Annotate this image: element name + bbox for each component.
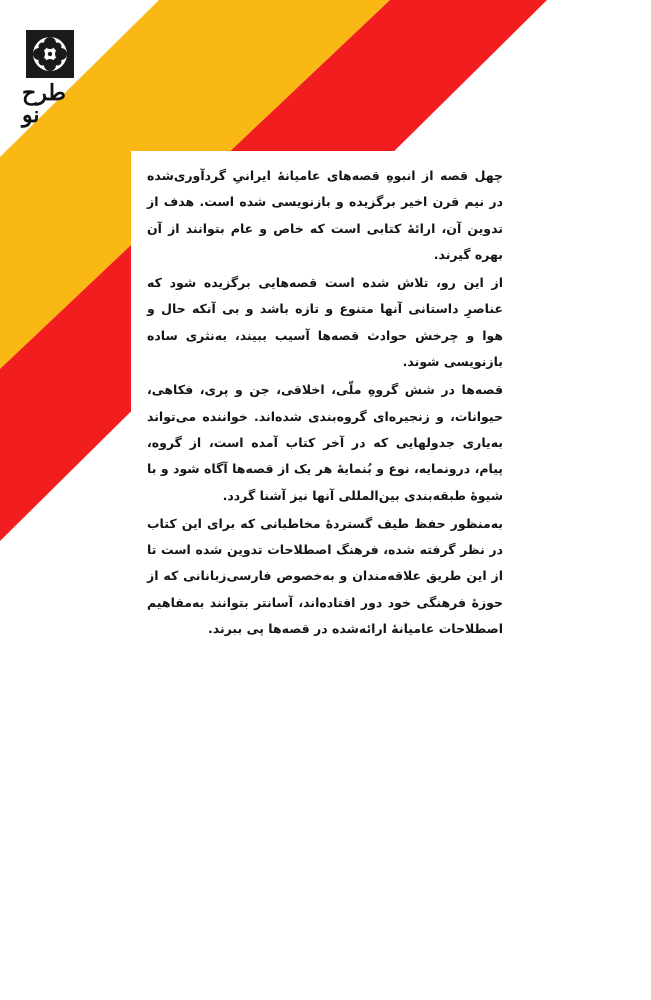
paragraph-2: از این رو، تلاش شده است قصه‌هایی برگزیده شود که عناصرِ داستانی آنها متنوع و تازه باشد و بی آنکه حال و هوا و چرخش حوادث قصه‌ها آسیب ببیند، به‌نثری ساده بازنویسی شوند. [147, 275, 503, 370]
floral-emblem-icon [26, 30, 74, 78]
description-panel [131, 151, 515, 641]
publisher-logo [22, 30, 78, 126]
paragraph-1: چهل قصه از انبوهِ قصه‌های عامیانهٔ ایرانیِ گردآوری‌شده در نیم قرن اخیر برگزیده و بازنویسی شده است. هدف از تدوین آن، ارائهٔ کتابی است که خاص و عام بتوانند از آن بهره گیرند. [147, 168, 503, 262]
publisher-logo-text: طرح نو [22, 80, 66, 128]
paragraph-4: به‌منظور حفظ طیف گستردهٔ مخاطبانی که برای این کتاب در نظر گرفته شده، فرهنگ اصطلاحات تدوین شده است تا از این طریق علاقه‌مندان و به‌خصوص فارسی‌زبانانی که از حوزهٔ فرهنگی خود دور افتاده‌اند، آسانتر بتوانند به‌مفاهیم اصطلاحات عامیانهٔ ارائه‌شده در قصه‌ها پی ببرند. [147, 515, 503, 637]
paragraph-3: قصه‌ها در شش گروهِ ملّی، اخلاقی، جن و پری، فکاهی، حیوانات، و زنجیره‌ای گروه‌بندی شده‌اند. خواننده می‌تواند به‌یاری جدولهایی که در آخر کتاب آمده است، از گروه، پیام، درونمایه، نوع و بُنمایهٔ هر یک از قصه‌ها آگاه شود و با شیوهٔ طبقه‌بندی بین‌المللی آنها نیز آشنا گردد. [147, 382, 503, 503]
